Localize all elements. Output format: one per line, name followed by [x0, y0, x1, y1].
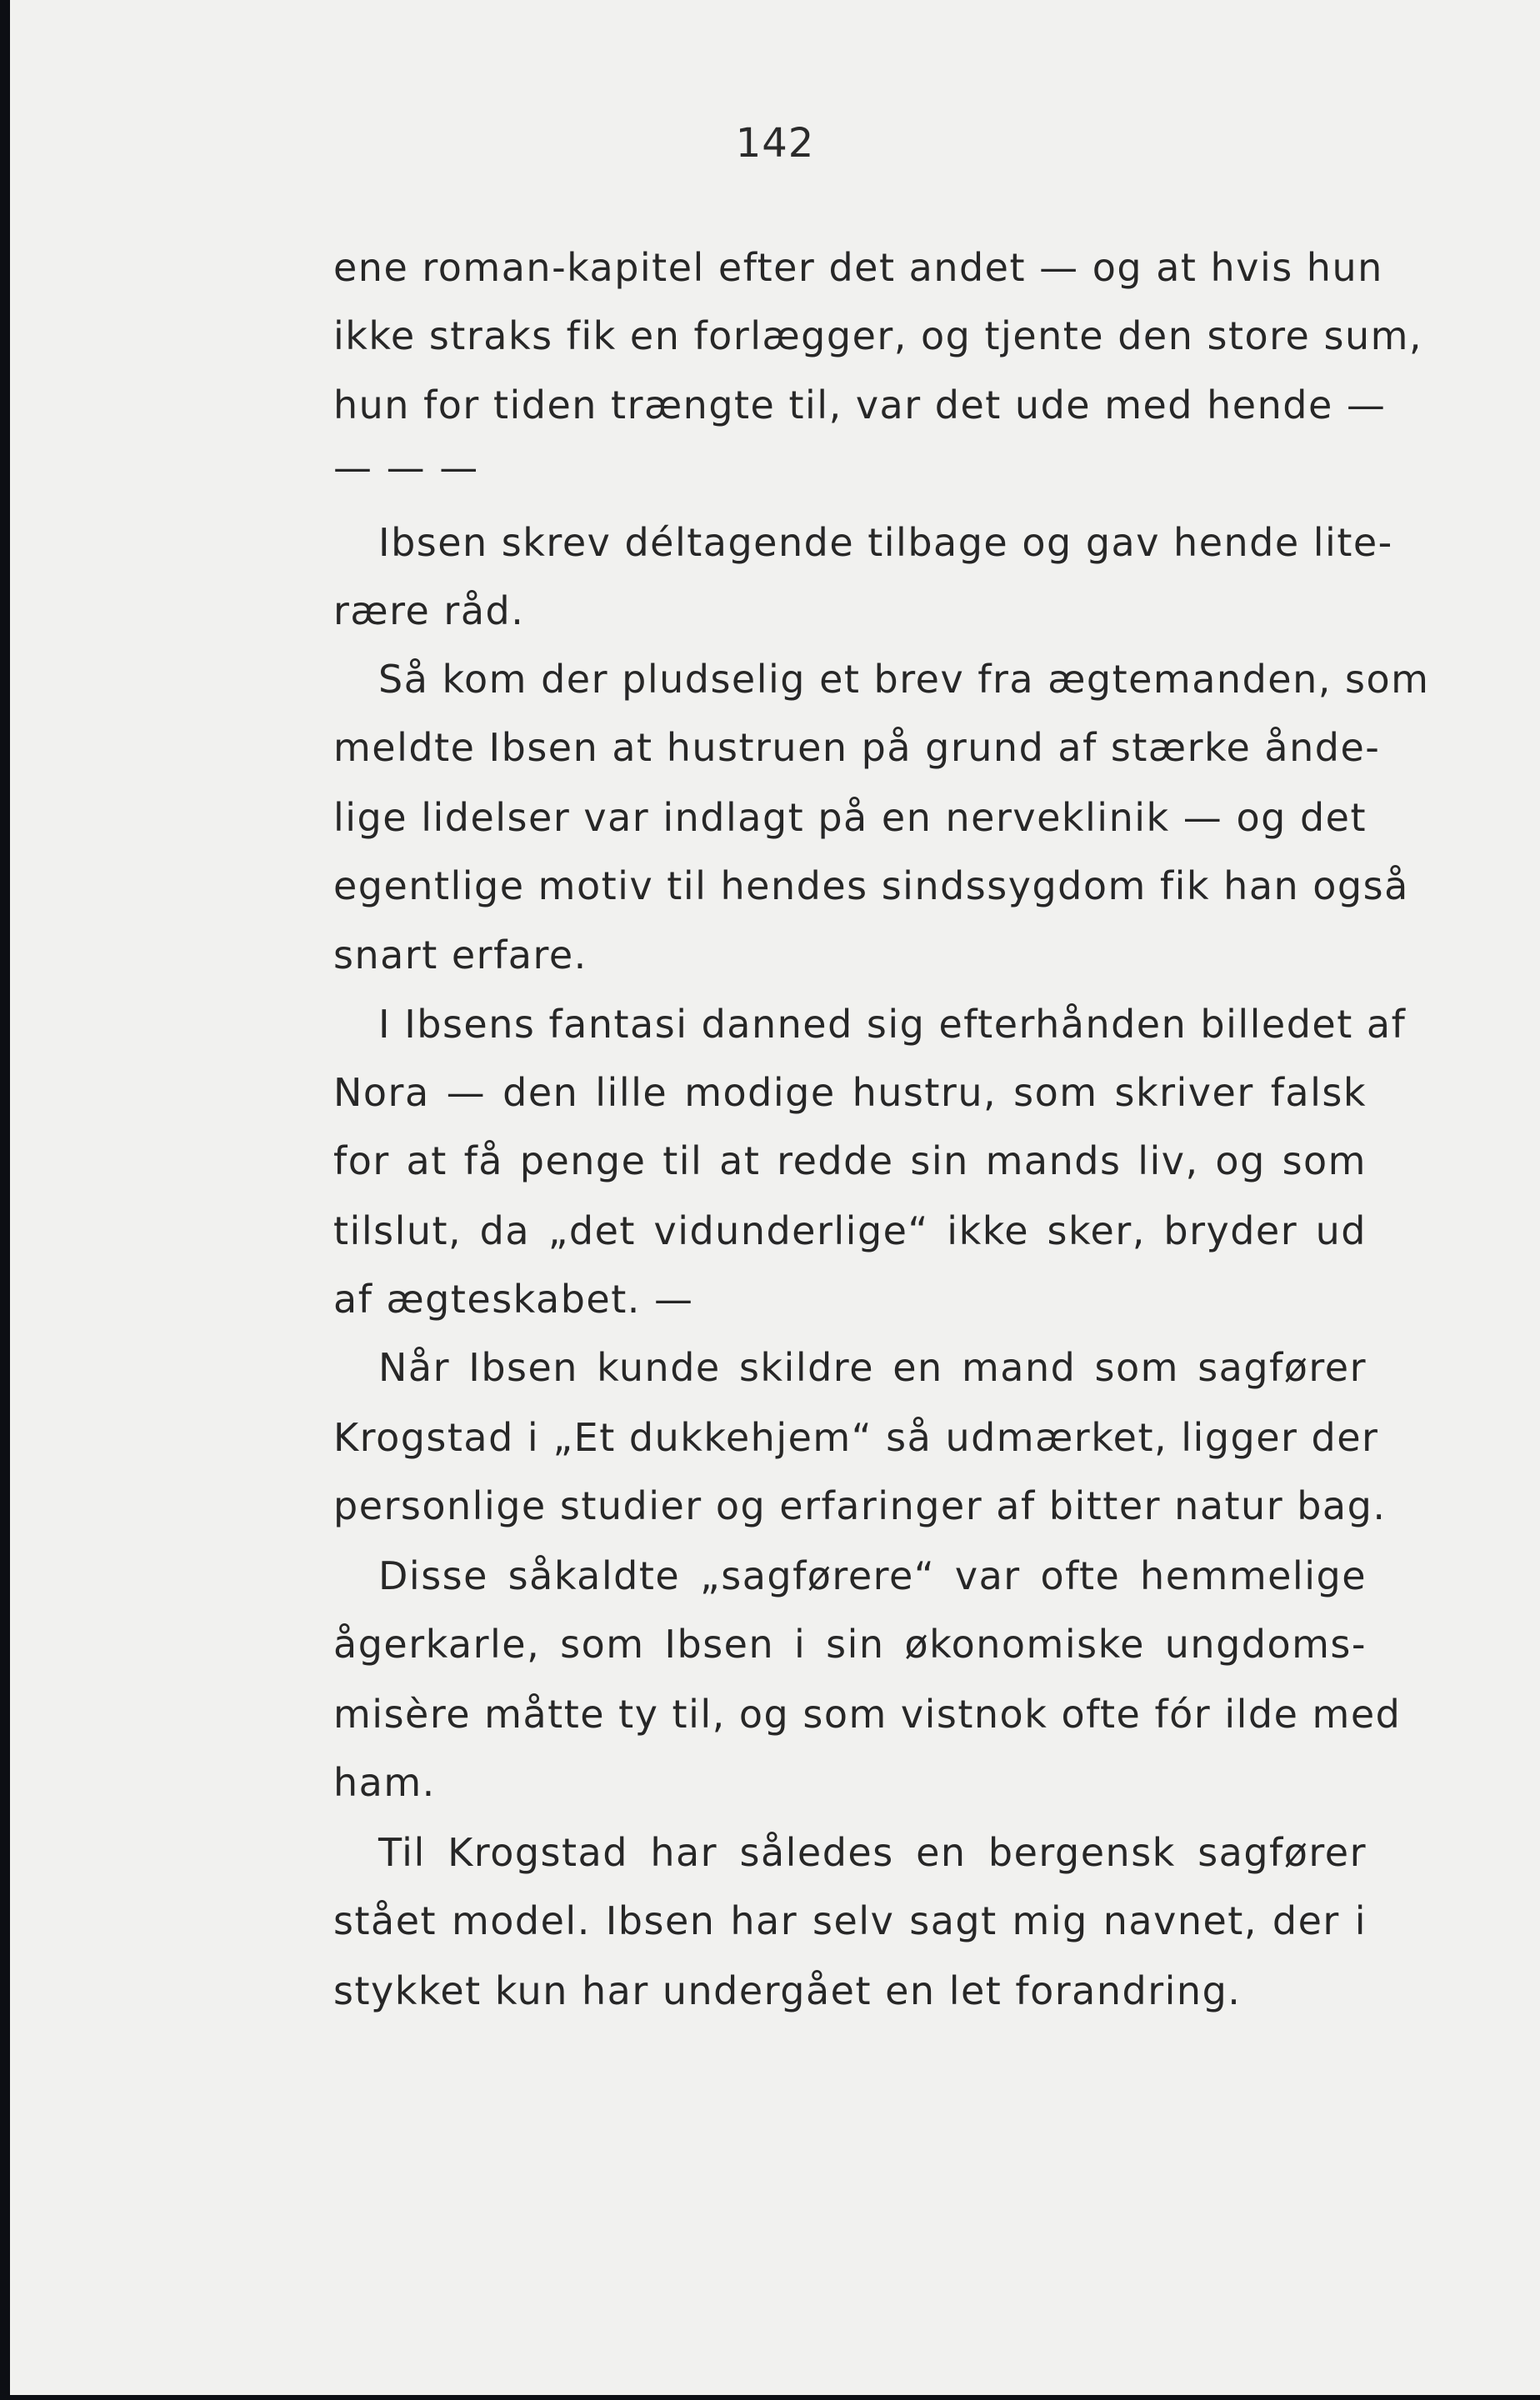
text-line: Nora — den lille modige hustru, som skriver falsk [333, 1070, 1367, 1115]
text-line: snart erfare. [333, 932, 588, 978]
text-line: misère måtte ty til, og som vistnok ofte fór ilde med [333, 1692, 1402, 1737]
text-line: ene roman-kapitel efter det andet — og at hvis hun [333, 245, 1383, 290]
book-page [10, 0, 1540, 2395]
text-line: Disse såkaldte „sagførere“ var ofte hemmelige [378, 1553, 1367, 1598]
text-line: Krogstad i „Et dukkehjem“ så udmærket, ligger der [333, 1415, 1379, 1460]
text-line: tilslut, da „det vidunderlige“ ikke sker, bryder ud [333, 1208, 1367, 1253]
text-line: ham. [333, 1760, 436, 1805]
text-line: hun for tiden trængte til, var det ude med hende — [333, 382, 1387, 428]
text-line: Ibsen skrev déltagende tilbage og gav hende lite- [378, 520, 1393, 565]
text-line: I Ibsens fantasi danned sig efterhånden billedet af [378, 1002, 1407, 1047]
text-line: meldte Ibsen at hustruen på grund af stærke ånde- [333, 725, 1381, 770]
section-break: — — — [333, 445, 479, 490]
text-line: Når Ibsen kunde skildre en mand som sagfører [378, 1345, 1367, 1390]
text-line: stået model. Ibsen har selv sagt mig navnet, der i [333, 1898, 1367, 1943]
text-line: personlige studier og erfaringer af bitter natur bag. [333, 1483, 1387, 1528]
text-line: rære råd. [333, 588, 525, 633]
text-line: for at få penge til at redde sin mands liv, og som [333, 1138, 1367, 1183]
text-line: Så kom der pludselig et brev fra ægtemanden, som [378, 657, 1430, 702]
text-line: stykket kun har undergået en let forandring. [333, 1968, 1242, 2013]
text-line: ikke straks fik en forlægger, og tjente den store sum, [333, 313, 1423, 358]
text-line: ågerkarle, som Ibsen i sin økonomiske ungdoms- [333, 1622, 1367, 1667]
text-line: Til Krogstad har således en bergensk sagfører [378, 1830, 1367, 1875]
text-line: egentlige motiv til hendes sindssygdom fik han også [333, 863, 1409, 908]
text-line: lige lidelser var indlagt på en nerveklinik — og det [333, 795, 1367, 840]
page-number: 142 [735, 120, 815, 167]
text-line: af ægteskabet. — [333, 1277, 694, 1322]
